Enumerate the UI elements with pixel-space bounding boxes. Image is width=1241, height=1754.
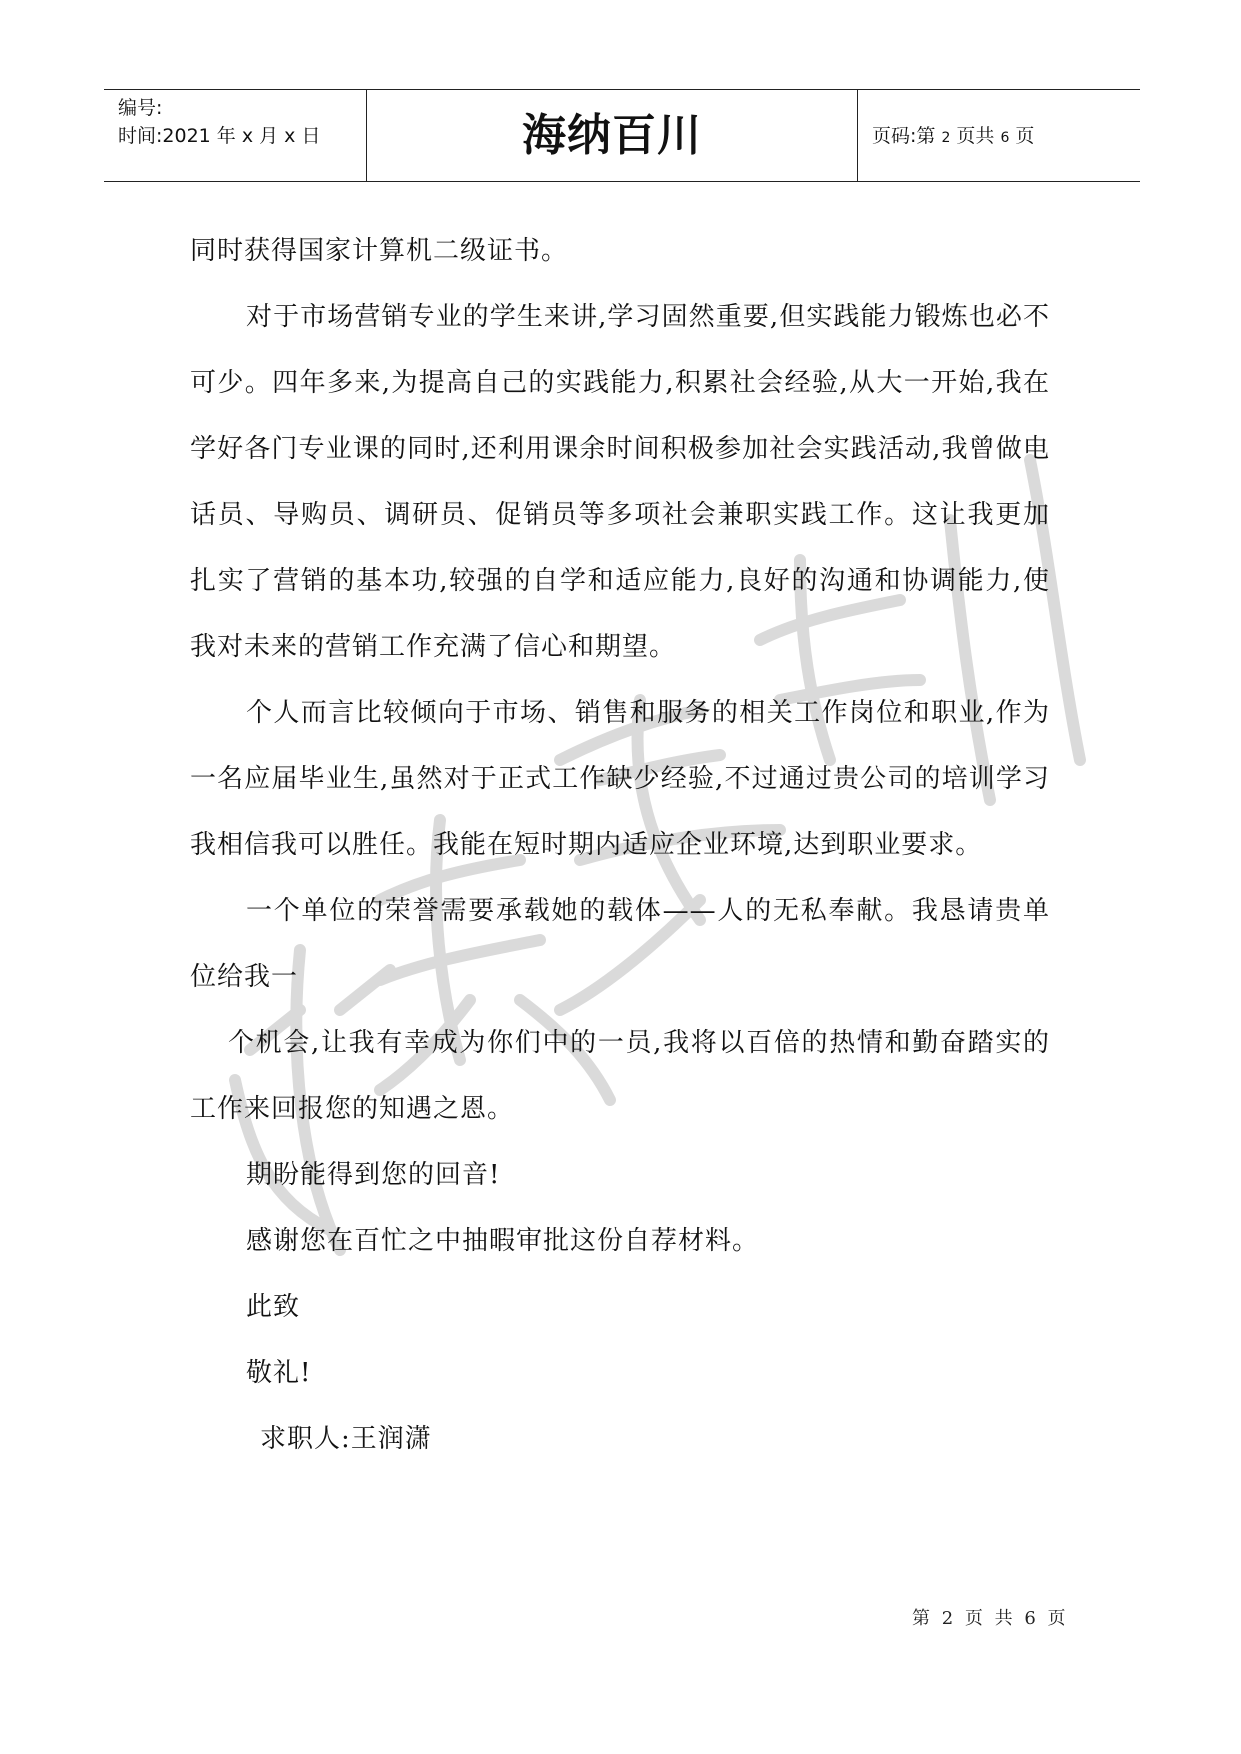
- paragraph-continuation: 同时获得国家计算机二级证书。: [190, 236, 569, 266]
- paragraph-career-interest: 个人而言比较倾向于市场、销售和服务的相关工作岗位和职业,作为一名应届毕业生,虽然对于正式工作缺少经验,不过通过贵公司的培训学习我相信我可以胜任。我能在短时期内适应企业环境,达到职业要求。: [190, 698, 1050, 860]
- page-footer: 第 2 页 共 6 页: [912, 1608, 1069, 1629]
- closing-salutation: 此致: [246, 1292, 301, 1322]
- page-mid: 页共: [950, 125, 1001, 147]
- paragraph-hope: 期盼能得到您的回音!: [246, 1160, 501, 1190]
- header-left-cell: [118, 94, 320, 150]
- paragraph-practice: 对于市场营销专业的学生来讲,学习固然重要,但实践能力锻炼也必不可少。四年多来,为提高自己的实践能力,积累社会经验,从大一开始,我在学好各门专业课的同时,还利用课余时间积极参加社会实践活动,我曾做电话员、导购员、调研员、促销员等多项社会兼职实践工作。这让我更加扎实了营销的基本功,较强的自学和适应能力,良好的沟通和协调能力,使我对未来的营销工作充满了信心和期望。: [190, 302, 1050, 662]
- header-page-info: [872, 122, 1034, 152]
- header-divider: [857, 90, 858, 181]
- closing-regards: 敬礼!: [246, 1358, 312, 1388]
- header-title: 海纳百川: [522, 110, 702, 161]
- paragraph-opportunity: 个机会,让我有幸成为你们中的一员,我将以百倍的热情和勤奋踏实的工作来回报您的知遇之恩。: [190, 1028, 1050, 1124]
- applicant-signature: 求职人:王润潇: [260, 1424, 432, 1454]
- document-number-label: 编号:: [118, 97, 163, 119]
- document-time-label: 时间:2021 年 x 月 x 日: [118, 125, 321, 147]
- letter-body: [190, 218, 1050, 1472]
- paragraph-thanks: 感谢您在百忙之中抽暇审批这份自荐材料。: [246, 1226, 760, 1256]
- page-prefix: 页码:第: [872, 125, 942, 147]
- paragraph-request: 一个单位的荣誉需要承载她的载体——人的无私奉献。我恳请贵单位给我一: [190, 896, 1050, 992]
- page-current: 2: [941, 130, 951, 146]
- page-total: 6: [1000, 130, 1010, 146]
- page-suffix: 页: [1009, 125, 1035, 147]
- document-header: [104, 89, 1140, 182]
